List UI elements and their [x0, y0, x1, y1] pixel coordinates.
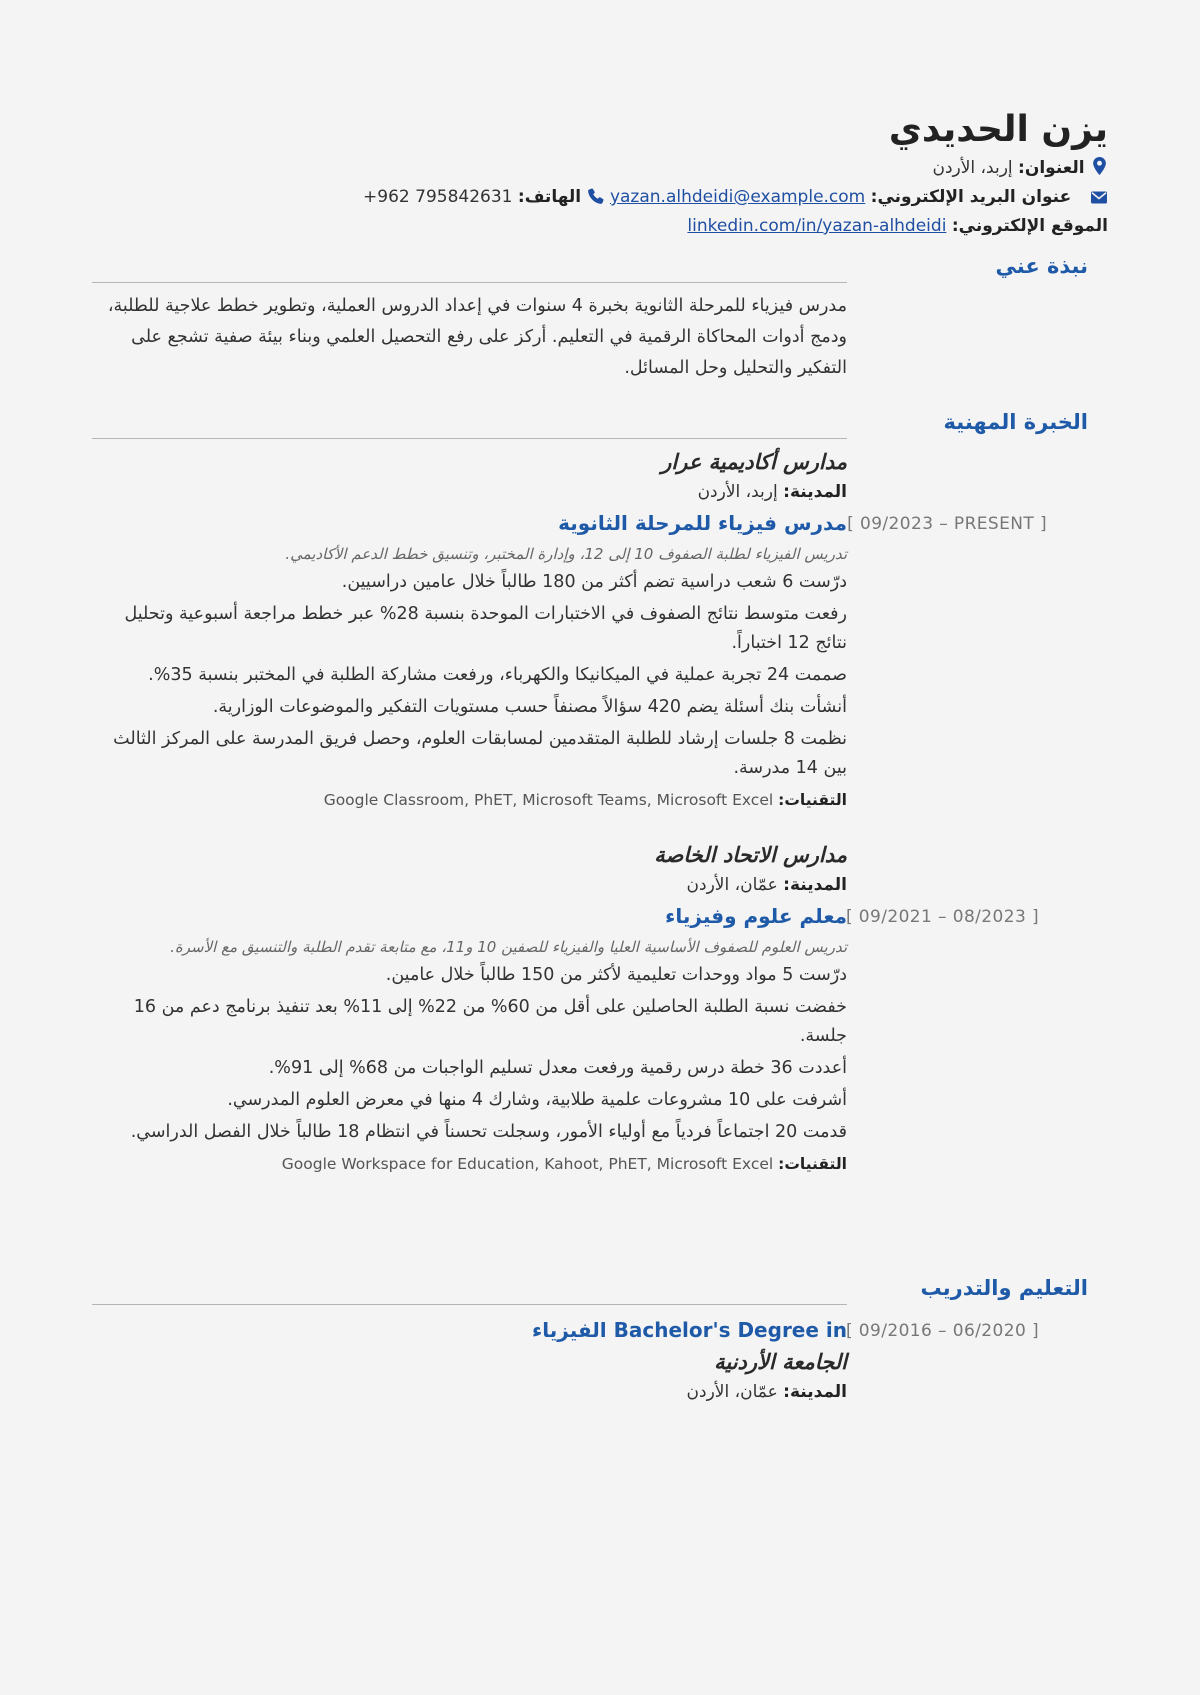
list-item: أشرفت على 10 مشروعات علمية طلابية، وشارك 4 منها في معرض العلوم المدرسي.: [227, 1090, 847, 1110]
job-description: تدريس العلوم للصفوف الأساسية العليا والفيزياء للصفين 10 و11، مع متابعة تقدم الطلبة والتنسيق مع الأسرة.: [170, 938, 847, 956]
job-description: تدريس الفيزياء لطلبة الصفوف 10 إلى 12، وإدارة المختبر، وتنسيق خطط الدعم الأكاديمي.: [285, 545, 847, 563]
website-link[interactable]: linkedin.com/in/yazan-alhdeidi: [687, 216, 947, 236]
job-role-row: [92, 506, 1047, 540]
city-value: إربد، الأردن: [697, 482, 778, 502]
address-label: العنوان:: [1018, 158, 1085, 178]
phone-icon: [587, 188, 605, 204]
job-date: [ 09/2023 – PRESENT ]: [847, 514, 1047, 534]
address-line: [92, 154, 1108, 183]
tech-label: التقنيات:: [778, 1155, 847, 1173]
list-item: درّست 5 مواد ووحدات تعليمية لأكثر من 150 طالباً خلال عامين.: [385, 965, 847, 985]
university-name: الجامعة الأردنية: [714, 1350, 847, 1374]
website-line: [92, 212, 1108, 241]
tech-value: Google Workspace for Education, Kahoot, PhET, Microsoft Excel: [281, 1155, 774, 1173]
job-entry: [92, 447, 1047, 814]
city-label: المدينة:: [783, 1382, 847, 1402]
job-achievements: [92, 568, 847, 783]
summary-text: مدرس فيزياء للمرحلة الثانوية بخبرة 4 سنوات في إعداد الدروس العملية، وتطوير خطط علاجية للطلبة، ودمج أدوات المحاكاة الرقمية في التعليم. أركز على رفع التحصيل العلمي وبناء بيئة صفية تشجع على التفكير والتحليل وحل المسائل.: [107, 296, 847, 378]
map-pin-icon: [1090, 157, 1108, 175]
phone-value: +962 795842631: [363, 187, 513, 207]
email-phone-line: [92, 183, 1108, 212]
website-label: الموقع الإلكتروني:: [951, 216, 1108, 236]
list-item: رفعت متوسط نتائج الصفوف في الاختبارات الموحدة بنسبة 28% عبر خطط مراجعة أسبوعية وتحليل نتائج 12 اختباراً.: [124, 604, 847, 653]
job-role: معلم علوم وفيزياء: [665, 904, 847, 928]
degree-row: [92, 1313, 1039, 1347]
education-title: التعليم والتدريب: [920, 1276, 1088, 1300]
list-item: خفضت نسبة الطلبة الحاصلين على أقل من 60% من 22% إلى 11% بعد تنفيذ برنامج دعم من 16 جلسة.: [133, 997, 847, 1046]
education-divider: [92, 1304, 847, 1305]
degree-name-en: Bachelor's Degree in: [613, 1318, 847, 1342]
job-technologies: [92, 786, 847, 814]
list-item: أعددت 36 خطة درس رقمية ورفعت معدل تسليم الواجبات من 68% إلى 91%.: [268, 1058, 847, 1078]
header: [92, 106, 1108, 241]
job-achievements: [92, 961, 847, 1147]
summary-divider: [92, 282, 847, 283]
list-item: أنشأت بنك أسئلة يضم 420 سؤالاً مصنفاً حسب مستويات التفكير والموضوعات الوزارية.: [212, 697, 847, 717]
list-item: صممت 24 تجربة عملية في الميكانيكا والكهرباء، ورفعت مشاركة الطلبة في المختبر بنسبة 35%.: [148, 665, 847, 685]
tech-label: التقنيات:: [778, 791, 847, 809]
job-organization: مدارس الاتحاد الخاصة: [654, 843, 847, 867]
experience-divider: [92, 438, 847, 439]
phone-label: الهاتف:: [517, 187, 582, 207]
job-role-row: [92, 899, 1039, 933]
degree-title: [532, 1318, 847, 1342]
address-value: إربد، الأردن: [932, 158, 1013, 178]
job-city: [92, 478, 847, 506]
job-role: مدرس فيزياء للمرحلة الثانوية: [558, 511, 847, 535]
experience-title: الخبرة المهنية: [943, 410, 1088, 434]
city-label: المدينة:: [783, 482, 847, 502]
job-organization: مدارس أكاديمية عرار: [661, 450, 847, 474]
education-city: [92, 1378, 847, 1406]
job-date: [ 09/2021 – 08/2023 ]: [845, 907, 1039, 927]
list-item: درّست 6 شعب دراسية تضم أكثر من 180 طالباً خلال عامين دراسيين.: [341, 572, 847, 592]
city-value: عمّان، الأردن: [686, 875, 778, 895]
list-item: قدمت 20 اجتماعاً فردياً مع أولياء الأمور، وسجلت تحسناً في انتظام 18 طالباً خلال الفصل الدراسي.: [130, 1122, 847, 1142]
city-label: المدينة:: [783, 875, 847, 895]
education-date: [ 09/2016 – 06/2020 ]: [845, 1321, 1039, 1341]
person-name: يزن الحديدي: [888, 109, 1108, 150]
degree-name-ar: الفيزياء: [532, 1318, 607, 1342]
email-link[interactable]: yazan.alhdeidi@example.com: [609, 187, 866, 207]
job-entry: [92, 840, 1039, 1178]
city-value: عمّان، الأردن: [686, 1382, 778, 1402]
email-label: عنوان البريد الإلكتروني:: [870, 187, 1072, 207]
envelope-icon: [1090, 191, 1108, 204]
job-technologies: [92, 1150, 847, 1178]
list-item: نظمت 8 جلسات إرشاد للطلبة المتقدمين لمسابقات العلوم، وحصل فريق المدرسة على المركز الثالث بين 14 مدرسة.: [113, 729, 847, 778]
tech-value: Google Classroom, PhET, Microsoft Teams, Microsoft Excel: [323, 791, 774, 809]
summary-title: نبذة عني: [995, 254, 1088, 278]
education-entry: [92, 1313, 1039, 1406]
job-city: [92, 871, 847, 899]
